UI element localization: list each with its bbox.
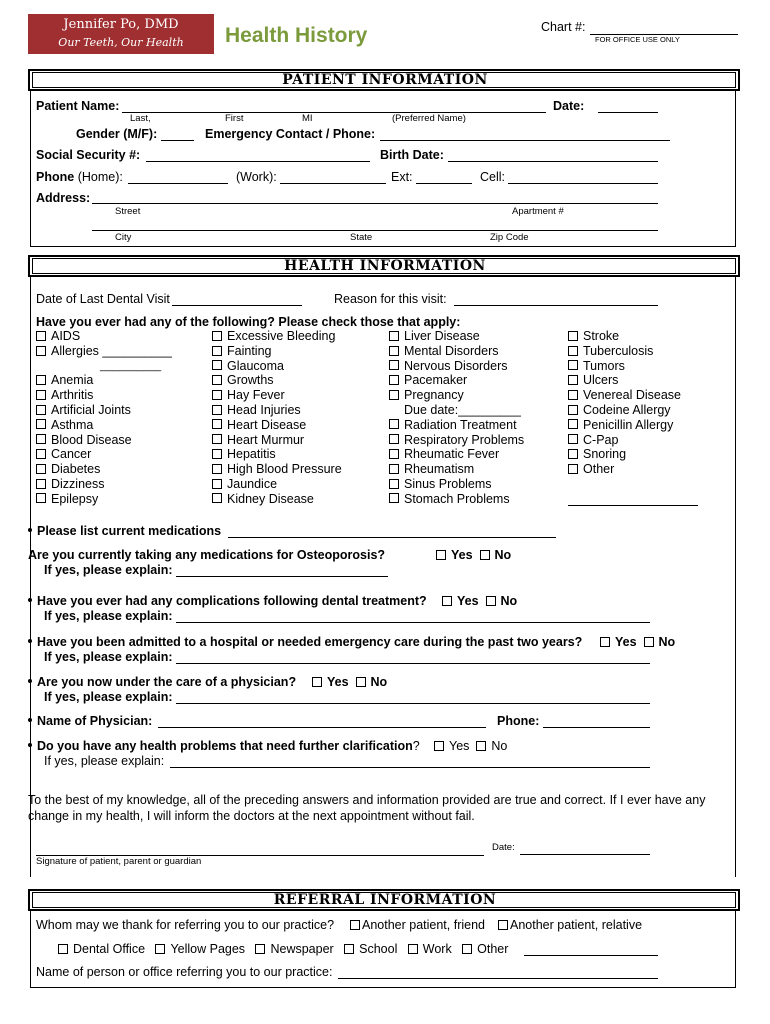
condition-item[interactable]: Rheumatic Fever bbox=[389, 447, 524, 462]
city-caption: City bbox=[115, 232, 132, 243]
condition-item[interactable]: Arthritis bbox=[36, 388, 172, 403]
referral-other-field[interactable] bbox=[524, 942, 658, 956]
problems-explain-field[interactable] bbox=[170, 754, 650, 768]
condition-item[interactable]: Hepatitis bbox=[212, 447, 342, 462]
checkbox[interactable] bbox=[389, 375, 399, 385]
checkbox[interactable] bbox=[480, 550, 490, 560]
complications-explain-label: If yes, please explain: bbox=[44, 609, 173, 623]
checkbox[interactable] bbox=[568, 360, 578, 370]
complications-label: Have you ever had any complications following dental treatment? bbox=[28, 594, 427, 608]
condition-item[interactable]: Heart Disease bbox=[212, 418, 342, 433]
physician-name-label: Name of Physician: bbox=[28, 714, 152, 728]
condition-item[interactable]: Head Injuries bbox=[212, 403, 342, 418]
gender-field[interactable] bbox=[161, 127, 194, 141]
condition-item[interactable]: Allergies __________ bbox=[36, 344, 172, 359]
checkbox[interactable] bbox=[442, 596, 452, 606]
home-phone-field[interactable] bbox=[128, 170, 228, 184]
checkbox[interactable] bbox=[389, 331, 399, 341]
apartment-caption: Apartment # bbox=[512, 206, 564, 217]
physician-care-explain-field[interactable] bbox=[176, 690, 650, 704]
condition-item[interactable]: Asthma bbox=[36, 418, 172, 433]
condition-item[interactable]: Kidney Disease bbox=[212, 492, 342, 507]
bullet-icon bbox=[28, 598, 32, 602]
medications-field[interactable] bbox=[228, 524, 556, 538]
checkbox[interactable] bbox=[389, 479, 399, 489]
bullet-icon bbox=[28, 528, 32, 532]
checkbox[interactable] bbox=[434, 741, 444, 751]
referral-option[interactable]: Dental Office bbox=[58, 942, 145, 956]
checkbox[interactable] bbox=[389, 360, 399, 370]
checkbox[interactable] bbox=[58, 944, 68, 954]
condition-item[interactable]: Stomach Problems bbox=[389, 492, 524, 507]
checkbox[interactable] bbox=[212, 449, 222, 459]
ssn-label: Social Security #: bbox=[36, 148, 141, 162]
gender-label: Gender (M/F): bbox=[76, 127, 158, 141]
condition-item[interactable]: Epilepsy bbox=[36, 492, 172, 507]
checkbox[interactable] bbox=[568, 375, 578, 385]
checkbox[interactable] bbox=[389, 390, 399, 400]
checkbox[interactable] bbox=[212, 360, 222, 370]
emergency-contact-field[interactable] bbox=[380, 127, 670, 141]
cell-phone-field[interactable] bbox=[508, 170, 658, 184]
checkbox[interactable] bbox=[568, 419, 578, 429]
checkbox[interactable] bbox=[212, 390, 222, 400]
checkbox[interactable] bbox=[389, 493, 399, 503]
referral-name-label: Name of person or office referring you to our practice: bbox=[36, 965, 333, 979]
bullet-icon bbox=[28, 718, 32, 722]
checkbox[interactable] bbox=[568, 331, 578, 341]
bullet-icon bbox=[28, 679, 32, 683]
chart-number-field[interactable] bbox=[590, 21, 738, 35]
checkbox[interactable] bbox=[568, 449, 578, 459]
reason-field[interactable] bbox=[454, 292, 658, 306]
checkbox[interactable] bbox=[36, 390, 46, 400]
referral-option[interactable]: Newspaper bbox=[255, 942, 333, 956]
condition-item[interactable]: Ulcers bbox=[568, 373, 681, 388]
checkbox[interactable] bbox=[36, 346, 46, 356]
birth-date-label: Birth Date: bbox=[380, 148, 444, 162]
birth-date-field[interactable] bbox=[448, 148, 658, 162]
street-caption: Street bbox=[115, 206, 141, 217]
condition-item[interactable]: Rheumatism bbox=[389, 462, 524, 477]
problems-label: Do you have any health problems that need further clarification? bbox=[28, 739, 420, 753]
checkbox[interactable] bbox=[498, 920, 508, 930]
condition-item[interactable]: Glaucoma bbox=[212, 359, 342, 374]
work-phone-field[interactable] bbox=[280, 170, 386, 184]
condition-item[interactable]: Excessive Bleeding bbox=[212, 329, 342, 344]
physician-phone-field[interactable] bbox=[543, 714, 650, 728]
hospital-label: Have you been admitted to a hospital or needed emergency care during the past two years? bbox=[28, 635, 582, 649]
condition-item[interactable]: Stroke bbox=[568, 329, 681, 344]
bullet-icon bbox=[28, 743, 32, 747]
checkbox[interactable] bbox=[255, 944, 265, 954]
complications-yes-no[interactable]: Yes No bbox=[442, 594, 517, 608]
checkbox[interactable] bbox=[36, 434, 46, 444]
checkbox[interactable] bbox=[356, 677, 366, 687]
other-condition-field[interactable] bbox=[568, 492, 698, 506]
attestation-line-2: change in my health, I will inform the doctors at the next appointment without fail. bbox=[28, 809, 475, 823]
signature-caption: Signature of patient, parent or guardian bbox=[36, 856, 202, 867]
checkbox[interactable] bbox=[36, 375, 46, 385]
physician-care-explain-label: If yes, please explain: bbox=[44, 690, 173, 704]
condition-item[interactable]: Radiation Treatment bbox=[389, 418, 524, 433]
patient-info-heading: PATIENT INFORMATION bbox=[282, 72, 488, 88]
practice-tagline: Our Teeth, Our Health bbox=[58, 36, 184, 49]
city-state-zip-field[interactable] bbox=[92, 217, 658, 231]
checkbox[interactable] bbox=[462, 944, 472, 954]
condition-item[interactable]: Liver Disease bbox=[389, 329, 524, 344]
state-caption: State bbox=[350, 232, 373, 243]
checkbox[interactable] bbox=[212, 419, 222, 429]
checkbox[interactable] bbox=[212, 493, 222, 503]
problems-yes-no[interactable]: Yes No bbox=[434, 739, 507, 753]
referral-option[interactable]: Other bbox=[462, 942, 508, 956]
checkbox[interactable] bbox=[389, 449, 399, 459]
condition-item[interactable]: Jaundice bbox=[212, 477, 342, 492]
ext-label: Ext: bbox=[391, 170, 413, 184]
checkbox[interactable] bbox=[36, 479, 46, 489]
referral-relative-option[interactable]: Another patient, relative bbox=[498, 918, 642, 932]
checkbox[interactable] bbox=[212, 479, 222, 489]
referral-question: Whom may we thank for referring you to our practice? bbox=[36, 918, 335, 932]
street-field[interactable] bbox=[92, 190, 658, 204]
ext-field[interactable] bbox=[416, 170, 472, 184]
medications-label: Please list current medications bbox=[28, 524, 221, 538]
allergies-extra-line: __________ bbox=[100, 359, 162, 372]
referral-options-row bbox=[58, 942, 508, 956]
checkbox[interactable] bbox=[212, 346, 222, 356]
physician-phone-label: Phone: bbox=[497, 714, 540, 728]
osteoporosis-yes-no[interactable]: Yes No bbox=[436, 548, 511, 562]
condition-item[interactable]: High Blood Pressure bbox=[212, 462, 342, 477]
condition-item[interactable]: C-Pap bbox=[568, 433, 681, 448]
checkbox[interactable] bbox=[36, 493, 46, 503]
condition-item[interactable]: Growths bbox=[212, 373, 342, 388]
checkbox[interactable] bbox=[568, 405, 578, 415]
condition-item[interactable]: Codeine Allergy bbox=[568, 403, 681, 418]
condition-item[interactable]: Hay Fever bbox=[212, 388, 342, 403]
physician-care-yes-no[interactable]: Yes No bbox=[312, 675, 387, 689]
checkbox[interactable] bbox=[389, 346, 399, 356]
checkbox[interactable] bbox=[212, 331, 222, 341]
condition-item[interactable]: AIDS bbox=[36, 329, 172, 344]
checkbox[interactable] bbox=[436, 550, 446, 560]
reason-label: Reason for this visit: bbox=[334, 292, 447, 306]
signature-date-label: Date: bbox=[492, 842, 515, 853]
checkbox[interactable] bbox=[212, 434, 222, 444]
conditions-question: Have you ever had any of the following? Please check those that apply: bbox=[36, 315, 461, 329]
first-caption: First bbox=[225, 113, 244, 124]
cell-label: Cell: bbox=[480, 170, 506, 184]
condition-item[interactable]: Venereal Disease bbox=[568, 388, 681, 403]
osteoporosis-explain-label: If yes, please explain: bbox=[44, 563, 173, 577]
referral-option[interactable]: Yellow Pages bbox=[155, 942, 245, 956]
checkbox[interactable] bbox=[36, 331, 46, 341]
last-visit-field[interactable] bbox=[172, 292, 302, 306]
mi-caption: MI bbox=[302, 113, 313, 124]
ssn-field[interactable] bbox=[146, 148, 370, 162]
work-phone-label: (Work): bbox=[236, 170, 277, 184]
page-title: Health History bbox=[225, 24, 368, 47]
referral-name-field[interactable] bbox=[338, 965, 658, 979]
checkbox[interactable] bbox=[389, 434, 399, 444]
due-date-item: Due date:_________ bbox=[404, 402, 521, 417]
chart-number-label: Chart #: bbox=[541, 20, 586, 34]
osteoporosis-label: Are you currently taking any medications for Osteoporosis? bbox=[28, 548, 386, 562]
attestation-line-1: To the best of my knowledge, all of the preceding answers and information provided are true and correct. If I ever have any bbox=[28, 793, 706, 807]
condition-item[interactable]: Snoring bbox=[568, 447, 681, 462]
checkbox[interactable] bbox=[155, 944, 165, 954]
condition-item[interactable]: Artificial Joints bbox=[36, 403, 172, 418]
checkbox[interactable] bbox=[476, 741, 486, 751]
problems-explain-label: If yes, please explain: bbox=[44, 754, 165, 768]
practice-name: Jennifer Po, DMD bbox=[63, 17, 179, 32]
condition-item[interactable]: Mental Disorders bbox=[389, 344, 524, 359]
hospital-explain-label: If yes, please explain: bbox=[44, 650, 173, 664]
condition-item[interactable]: Pacemaker bbox=[389, 373, 524, 388]
condition-item[interactable]: Pregnancy bbox=[389, 388, 524, 403]
checkbox[interactable] bbox=[212, 405, 222, 415]
checkbox[interactable] bbox=[568, 434, 578, 444]
emergency-contact-label: Emergency Contact / Phone: bbox=[205, 127, 376, 141]
conditions-col-3 bbox=[389, 329, 524, 507]
condition-item[interactable]: Blood Disease bbox=[36, 433, 172, 448]
date-label: Date: bbox=[553, 99, 585, 113]
checkbox[interactable] bbox=[568, 464, 578, 474]
checkbox[interactable] bbox=[644, 637, 654, 647]
health-info-heading: HEALTH INFORMATION bbox=[284, 258, 486, 274]
condition-item[interactable]: Heart Murmur bbox=[212, 433, 342, 448]
checkbox[interactable] bbox=[36, 449, 46, 459]
patient-name-field[interactable] bbox=[122, 99, 546, 113]
physician-care-label: Are you now under the care of a physician? bbox=[28, 675, 296, 689]
conditions-col-4 bbox=[568, 329, 681, 477]
address-label: Address: bbox=[36, 191, 91, 205]
checkbox[interactable] bbox=[36, 405, 46, 415]
condition-item[interactable]: Fainting bbox=[212, 344, 342, 359]
zip-caption: Zip Code bbox=[490, 232, 529, 243]
checkbox[interactable] bbox=[36, 419, 46, 429]
patient-name-label: Patient Name: bbox=[36, 99, 120, 113]
bullet-icon bbox=[28, 639, 32, 643]
condition-item[interactable]: Penicillin Allergy bbox=[568, 418, 681, 433]
last-visit-label: Date of Last Dental Visit bbox=[36, 292, 170, 306]
condition-item[interactable]: Anemia bbox=[36, 373, 172, 388]
referral-friend-option[interactable]: Another patient, friend bbox=[350, 918, 485, 932]
osteoporosis-explain-field[interactable] bbox=[176, 563, 388, 577]
condition-item[interactable]: Other bbox=[568, 462, 681, 477]
checkbox[interactable] bbox=[212, 464, 222, 474]
checkbox[interactable] bbox=[212, 375, 222, 385]
checkbox[interactable] bbox=[389, 419, 399, 429]
condition-item[interactable]: Nervous Disorders bbox=[389, 359, 524, 374]
conditions-col-1 bbox=[36, 329, 172, 507]
hospital-yes-no[interactable]: Yes No bbox=[600, 635, 675, 649]
complications-explain-field[interactable] bbox=[176, 609, 650, 623]
date-field[interactable] bbox=[598, 99, 658, 113]
checkbox[interactable] bbox=[389, 464, 399, 474]
condition-item[interactable]: Dizziness bbox=[36, 477, 172, 492]
condition-item[interactable]: Cancer bbox=[36, 447, 172, 462]
office-use-note: FOR OFFICE USE ONLY bbox=[595, 35, 680, 44]
checkbox[interactable] bbox=[486, 596, 496, 606]
referral-option[interactable]: School bbox=[344, 942, 397, 956]
condition-item[interactable]: Respiratory Problems bbox=[389, 433, 524, 448]
condition-item[interactable]: Tumors bbox=[568, 359, 681, 374]
preferred-caption: (Preferred Name) bbox=[392, 113, 466, 124]
condition-item[interactable]: Tuberculosis bbox=[568, 344, 681, 359]
phone-label: Phone (Home): bbox=[36, 170, 123, 184]
checkbox[interactable] bbox=[344, 944, 354, 954]
last-caption: Last, bbox=[130, 113, 151, 124]
checkbox[interactable] bbox=[600, 637, 610, 647]
conditions-col-2 bbox=[212, 329, 342, 507]
checkbox[interactable] bbox=[408, 944, 418, 954]
checkbox[interactable] bbox=[312, 677, 322, 687]
hospital-explain-field[interactable] bbox=[176, 650, 650, 664]
checkbox[interactable] bbox=[568, 346, 578, 356]
checkbox[interactable] bbox=[350, 920, 360, 930]
referral-option[interactable]: Work bbox=[408, 942, 452, 956]
signature-date-field[interactable] bbox=[520, 841, 650, 855]
condition-item[interactable]: Diabetes bbox=[36, 462, 172, 477]
checkbox[interactable] bbox=[36, 464, 46, 474]
checkbox[interactable] bbox=[568, 390, 578, 400]
condition-item[interactable]: Sinus Problems bbox=[389, 477, 524, 492]
physician-name-field[interactable] bbox=[158, 714, 486, 728]
referral-heading: REFERRAL INFORMATION bbox=[273, 892, 497, 908]
signature-field[interactable] bbox=[36, 842, 484, 856]
